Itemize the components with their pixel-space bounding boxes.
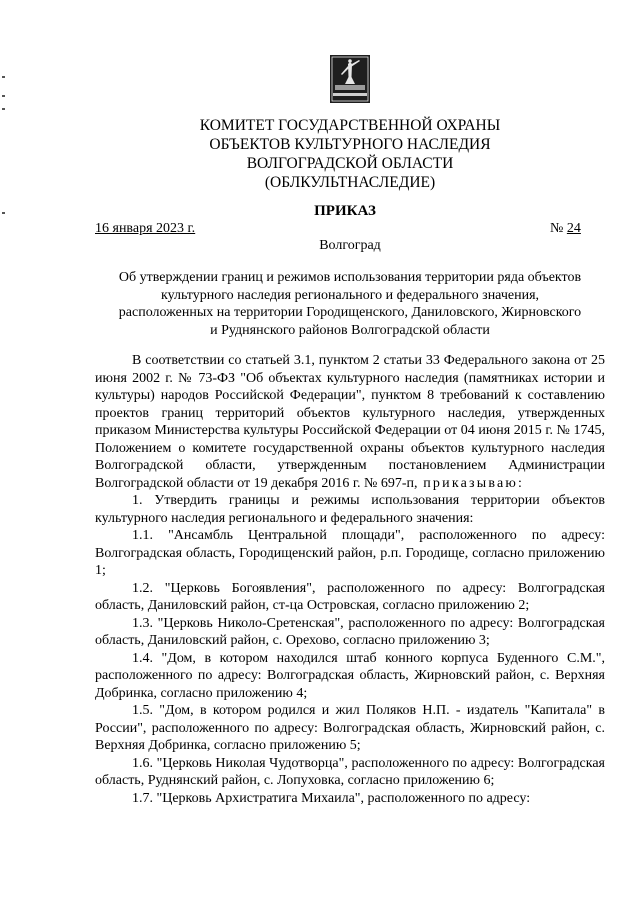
- preamble-text: В соответствии со статьей 3.1, пунктом 2 статьи 33 Федерального закона от 25 июня 2002 г. № 73-ФЗ "Об объектах культурного наследия (памятниках истории и культуры) народов Российской Федерации", пунктом 8 требований к составлению проектов границ территорий объектов культурного наследия, утвержденных приказом Министерства культуры Российской Федерации от 04 июня 2015 г. № 1745, Положением о комитете государственной охраны объектов культурного наследия Волгоградской области, утвержденным постановлением Администрации Волгоградской области от 19 декабря 2016 г. № 697-п,: [95, 353, 605, 491]
- coat-of-arms-icon: [330, 55, 370, 103]
- margin-mark: [2, 76, 5, 78]
- order-body: [95, 352, 605, 807]
- org-name-line: КОМИТЕТ ГОСУДАРСТВЕННОЙ ОХРАНЫ: [199, 117, 501, 134]
- order-item: 1.3. "Церковь Николо-Сретенская", расположенного по адресу: Волгоградская область, Даниловский район, с. Орехово, согласно приложению 3;: [95, 615, 605, 648]
- order-item: 1.7. "Церковь Архистратига Михаила", расположенного по адресу:: [132, 790, 531, 806]
- order-date: 16 января 2023 г.: [95, 221, 196, 236]
- margin-mark: [2, 108, 5, 110]
- order-item: 1.5. "Дом, в котором родился и жил Поляков Н.П. - издатель "Капитала" в России", расположенного по адресу: Волгоградская область, Жирновский район, с. Верхняя Добринка, согласно приложению 5;: [95, 703, 605, 753]
- order-item: 1.6. "Церковь Николая Чудотворца", расположенного по адресу: Волгоградская область, Руднянский район, с. Лопуховка, согласно приложению 6;: [95, 755, 605, 788]
- document-type-title: ПРИКАЗ: [314, 203, 376, 219]
- order-item: 1.2. "Церковь Богоявления", расположенного по адресу: Волгоградская область, Даниловский район, ст-ца Островская, согласно приложению 2;: [95, 580, 605, 613]
- number-prefix: №: [550, 221, 567, 236]
- margin-mark: [2, 95, 5, 97]
- org-name-line: ОБЪЕКТОВ КУЛЬТУРНОГО НАСЛЕДИЯ: [209, 136, 491, 153]
- order-word: приказываю:: [417, 475, 525, 491]
- order-item: 1.1. "Ансамбль Центральной площади", расположенного по адресу: Волгоградская область, Городищенский район, р.п. Городище, согласно приложению 1;: [95, 528, 605, 578]
- preamble-paragraph: [95, 352, 605, 492]
- subject-line: и Руднянского районов Волгоградской области: [210, 322, 490, 338]
- org-name-line: (ОБЛКУЛЬТНАСЛЕДИЕ): [264, 174, 436, 191]
- subject-line: культурного наследия регионального и федерального значения,: [160, 287, 540, 303]
- order-item: 1. Утвердить границы и режимы использования территории объектов культурного наследия регионального и федерального значения:: [95, 493, 605, 526]
- subject-line: расположенных на территории Городищенского, Даниловского, Жирновского: [118, 305, 582, 320]
- org-name-line: ВОЛГОГРАДСКОЙ ОБЛАСТИ: [246, 155, 454, 172]
- order-number: [550, 221, 581, 237]
- number-value: 24: [566, 221, 581, 236]
- city: Волгоград: [319, 238, 381, 253]
- organization-name: [100, 116, 600, 192]
- order-item: 1.4. "Дом, в котором находился штаб конного корпуса Буденного С.М.", расположенного по адресу: Волгоградская область, Жирновский район, с. Верхняя Добринка, согласно приложению 4;: [95, 650, 605, 701]
- subject-line: Об утверждении границ и режимов использования территории ряда объектов: [118, 270, 582, 285]
- order-subject: [90, 269, 610, 339]
